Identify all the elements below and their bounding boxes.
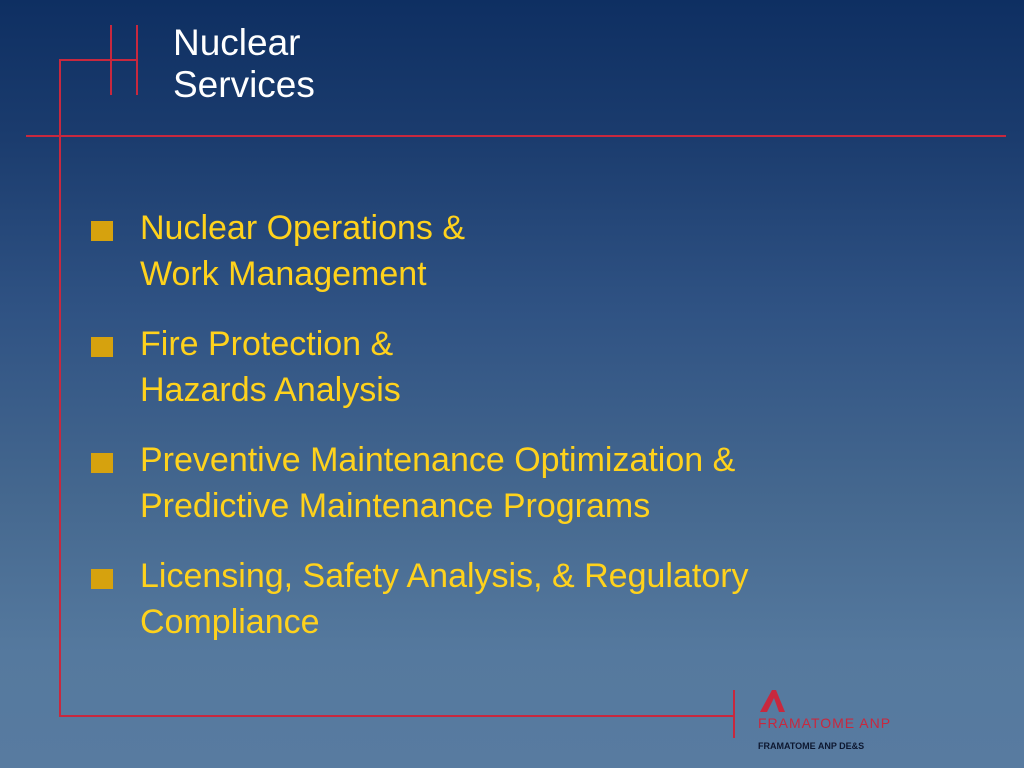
logo-wordmark: FRAMATOME ANP xyxy=(758,715,892,731)
footer-text: FRAMATOME ANP DE&S xyxy=(758,741,865,751)
bullet-text: Nuclear Operations & xyxy=(140,209,466,247)
frame-vertical-left xyxy=(59,59,61,717)
title-line-1: Nuclear xyxy=(173,22,301,63)
bullet-item xyxy=(90,205,910,297)
bullet-text: Work Management xyxy=(140,255,427,293)
bullet-text: Preventive Maintenance Optimization & xyxy=(140,441,736,479)
bullet-item xyxy=(90,437,910,529)
framatome-a-logo-icon xyxy=(758,688,788,714)
frame-horizontal-top-short xyxy=(59,59,137,61)
slide-title xyxy=(173,22,315,106)
bullet-text: Compliance xyxy=(140,603,320,641)
square-bullet-icon xyxy=(91,569,113,589)
frame-vertical-bottom-right xyxy=(733,690,735,738)
bullet-text: Hazards Analysis xyxy=(140,371,401,409)
square-bullet-icon xyxy=(91,453,113,473)
square-bullet-icon xyxy=(91,221,113,241)
frame-tick-2 xyxy=(136,25,138,95)
title-line-2: Services xyxy=(173,64,315,105)
frame-tick-1 xyxy=(110,25,112,95)
bullet-item xyxy=(90,553,910,645)
bullet-text: Predictive Maintenance Programs xyxy=(140,487,651,525)
bullet-item xyxy=(90,321,910,413)
frame-horizontal-bottom xyxy=(59,715,734,717)
bullet-list xyxy=(90,205,910,669)
header-divider xyxy=(26,135,1006,137)
bullet-text: Licensing, Safety Analysis, & Regulatory xyxy=(140,557,749,595)
square-bullet-icon xyxy=(91,337,113,357)
bullet-text: Fire Protection & xyxy=(140,325,394,363)
